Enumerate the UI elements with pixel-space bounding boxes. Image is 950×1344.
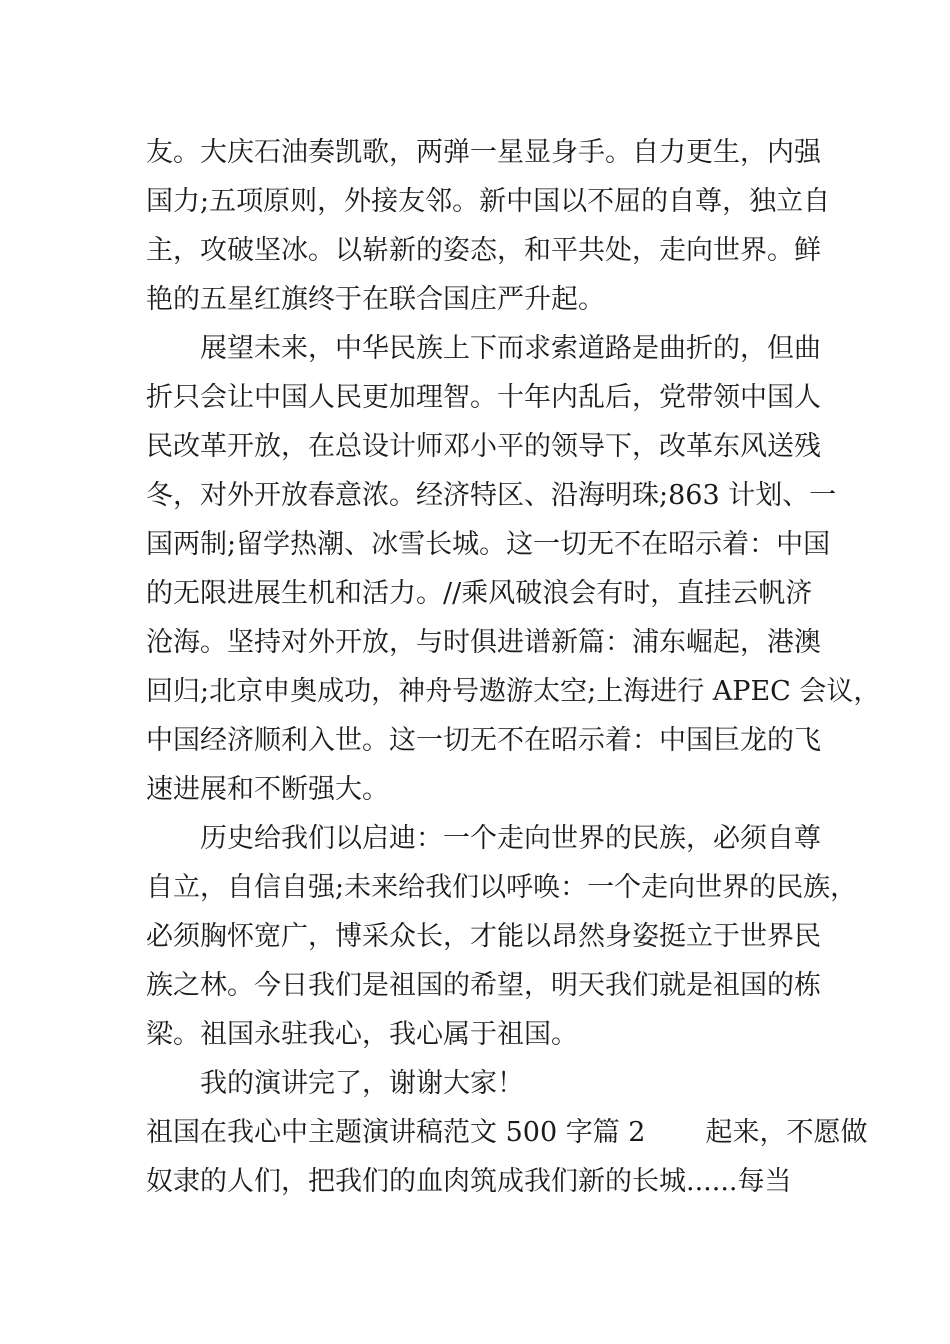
text-line: 民改革开放，在总设计师邓小平的领导下，改革东风送残 — [146, 431, 821, 462]
text-line: 艳的五星红旗终于在联合国庄严升起。 — [146, 284, 605, 315]
text-line: 梁。祖国永驻我心，我心属于祖国。 — [146, 1019, 578, 1050]
text-line: 冬，对外开放春意浓。经济特区、沿海明珠;863 计划、一 — [146, 480, 837, 511]
text-line: 我的演讲完了，谢谢大家！ — [200, 1068, 524, 1099]
text-line: 回归;北京申奥成功，神舟号遨游太空;上海进行 APEC 会议， — [146, 676, 881, 707]
text-line: 奴隶的人们，把我们的血肉筑成我们新的长城......每当 — [146, 1166, 792, 1197]
text-line: 友。大庆石油奏凯歌，两弹一星显身手。自力更生，内强 — [146, 137, 821, 168]
text-line: 历史给我们以启迪：一个走向世界的民族，必须自尊 — [200, 823, 821, 854]
text-line: 国力;五项原则，外接友邻。新中国以不屈的自尊，独立自 — [146, 186, 831, 217]
text-line: 速进展和不断强大。 — [146, 774, 389, 805]
text-line: 主，攻破坚冰。以崭新的姿态，和平共处，走向世界。鲜 — [146, 235, 821, 266]
text-line: 展望未来，中华民族上下而求索道路是曲折的，但曲 — [200, 333, 821, 364]
document-body — [146, 128, 881, 1206]
text-line: 沧海。坚持对外开放，与时俱进谱新篇：浦东崛起，港澳 — [146, 627, 821, 658]
text-line: 的无限进展生机和活力。//乘风破浪会有时，直挂云帆济 — [146, 578, 813, 609]
text-line: 必须胸怀宽广，博采众长，才能以昂然身姿挺立于世界民 — [146, 921, 821, 952]
text-line: 中国经济顺利入世。这一切无不在昭示着：中国巨龙的飞 — [146, 725, 821, 756]
text-line: 国两制;留学热潮、冰雪长城。这一切无不在昭示着：中国 — [146, 529, 831, 560]
text-line: 祖国在我心中主题演讲稿范文 500 字篇 2 起来，不愿做 — [146, 1117, 868, 1148]
text-line: 自立，自信自强;未来给我们以呼唤：一个走向世界的民族， — [146, 872, 858, 903]
text-line: 族之林。今日我们是祖国的希望，明天我们就是祖国的栋 — [146, 970, 821, 1001]
text-line: 折只会让中国人民更加理智。十年内乱后，党带领中国人 — [146, 382, 821, 413]
